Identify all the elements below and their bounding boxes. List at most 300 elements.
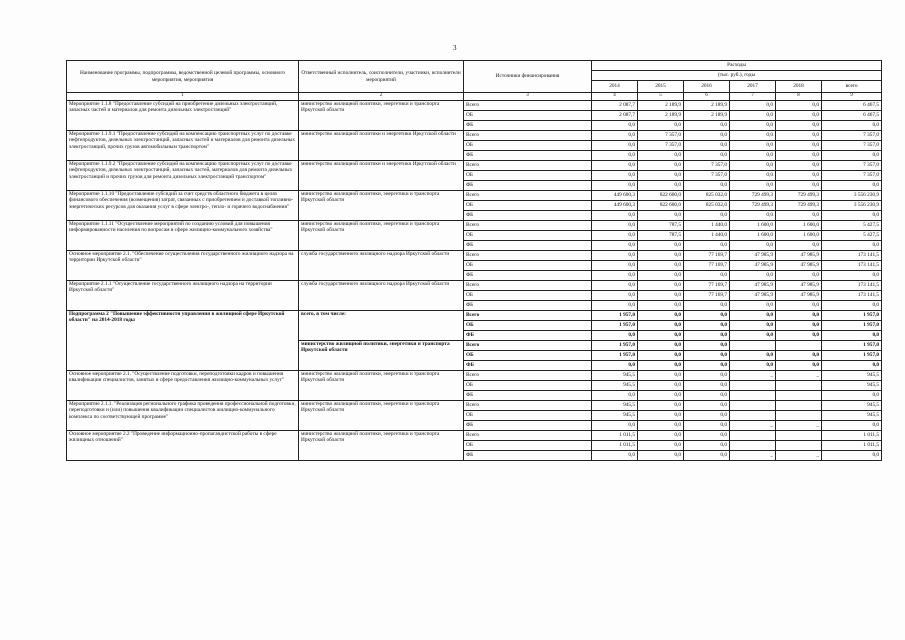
funding-source: ОБ bbox=[464, 291, 592, 301]
amount-cell: 0,0 bbox=[638, 331, 684, 341]
amount-cell: 1 600,0 bbox=[730, 221, 776, 231]
amount-cell: 0,0 bbox=[638, 441, 684, 451]
executor-cell: служба государственного жилищного надзора Иркутской области bbox=[299, 251, 464, 281]
amount-cell: 7 357,0 bbox=[822, 141, 882, 151]
amount-cell: 0,0 bbox=[776, 161, 822, 171]
amount-cell: 0,0 bbox=[592, 231, 638, 241]
amount-cell: 0,0 bbox=[730, 151, 776, 161]
amount-cell: 0,0 bbox=[638, 421, 684, 431]
amount-cell: 1 011,5 bbox=[822, 441, 882, 451]
amount-cell: 0,0 bbox=[776, 361, 822, 371]
amount-cell: 822 600,0 bbox=[638, 201, 684, 211]
executor-cell: министерство жилищной политики, энергетики и транспорта Иркутской области bbox=[299, 191, 464, 221]
header-year: 2017 bbox=[730, 81, 776, 93]
funding-source: ОБ bbox=[464, 141, 592, 151]
table-row bbox=[67, 221, 882, 231]
amount-cell: 0,0 bbox=[638, 371, 684, 381]
amount-cell: 0,0 bbox=[776, 301, 822, 311]
funding-source: ФБ bbox=[464, 271, 592, 281]
amount-cell bbox=[776, 431, 822, 441]
amount-cell: 2 189,9 bbox=[638, 101, 684, 111]
amount-cell: 0,0 bbox=[638, 251, 684, 261]
amount-cell: 6 467,5 bbox=[822, 111, 882, 121]
amount-cell: 0,0 bbox=[638, 271, 684, 281]
amount-cell: 0,0 bbox=[684, 381, 730, 391]
executor-cell: министерство жилищной политики, энергетики и транспорта Иркутской области bbox=[299, 401, 464, 431]
table-row bbox=[67, 161, 882, 171]
amount-cell: _ bbox=[730, 421, 776, 431]
amount-cell: 0,0 bbox=[776, 211, 822, 221]
amount-cell: 0,0 bbox=[592, 181, 638, 191]
table-row bbox=[67, 371, 882, 381]
header-expenses: Расходы bbox=[592, 61, 882, 71]
executor-cell: министерство жилищной политики, энергетики и транспорта Иркутской области bbox=[299, 341, 464, 371]
executor-cell: министерство жилищной политики и энергетики Иркутской области bbox=[299, 131, 464, 161]
amount-cell: 0,0 bbox=[684, 341, 730, 351]
program-item-name: Мероприятие 1.1.9.2 "Предоставление субсидий на компенсацию транспортных услуг по доставке нефтепродуктов, дизельных электростанций, запасных частей, материалов для ремонта дизельных электростанций и прочих грузов для ремонта дизельных электростанций транспортом" bbox=[67, 161, 299, 191]
amount-cell: 1 011,5 bbox=[822, 431, 882, 441]
funding-source: ОБ bbox=[464, 201, 592, 211]
amount-cell: 77 169,7 bbox=[684, 291, 730, 301]
amount-cell: 945,5 bbox=[592, 411, 638, 421]
header-name: Наименование программы, подпрограммы, ведомственной целевой программы, основного мероприятия, мероприятия bbox=[67, 61, 299, 93]
amount-cell: 1 600,0 bbox=[776, 221, 822, 231]
amount-cell: 0,0 bbox=[684, 211, 730, 221]
executor-cell: министерство жилищной политики, энергетики и транспорта Иркутской области bbox=[299, 431, 464, 461]
program-item-name: Основное мероприятие 2.1. "Осуществление подготовки, переподготовки кадров и повышения квалификации специалистов, занятых в сфере предоставления жилищно-коммунальных услуг" bbox=[67, 371, 299, 401]
amount-cell: 0,0 bbox=[684, 241, 730, 251]
funding-source: ОБ bbox=[464, 411, 592, 421]
amount-cell: 2 189,9 bbox=[638, 111, 684, 121]
amount-cell: 449 600,3 bbox=[592, 191, 638, 201]
amount-cell: 7 357,0 bbox=[684, 161, 730, 171]
amount-cell: 0,0 bbox=[592, 261, 638, 271]
header-units: (тыс. руб.), годы bbox=[592, 71, 882, 81]
amount-cell: 0,0 bbox=[592, 131, 638, 141]
amount-cell: 945,5 bbox=[592, 381, 638, 391]
amount-cell: 0,0 bbox=[638, 381, 684, 391]
funding-source: ОБ bbox=[464, 171, 592, 181]
amount-cell bbox=[730, 341, 776, 351]
amount-cell: 0,0 bbox=[592, 121, 638, 131]
amount-cell: 0,0 bbox=[638, 161, 684, 171]
amount-cell: 47 985,9 bbox=[730, 251, 776, 261]
amount-cell: 1 440,0 bbox=[684, 231, 730, 241]
funding-source: ФБ bbox=[464, 361, 592, 371]
amount-cell bbox=[730, 441, 776, 451]
amount-cell: 3 556 230,9 bbox=[822, 191, 882, 201]
column-number: 5 bbox=[638, 93, 684, 101]
amount-cell: 0,0 bbox=[638, 211, 684, 221]
amount-cell: 173 141,5 bbox=[822, 291, 882, 301]
amount-cell: 0,0 bbox=[592, 291, 638, 301]
funding-source: ФБ bbox=[464, 151, 592, 161]
program-item-name: Мероприятие 1.1.11 "Осуществление мероприятий по созданию условий для повышения информированности населения по вопросам в сфере жилищно-коммунального хозяйства" bbox=[67, 221, 299, 251]
program-item-name: Основное мероприятие 2.1. "Обеспечение осуществления государственного жилищного надзора на территории Иркутской области" bbox=[67, 251, 299, 281]
amount-cell: 0,0 bbox=[776, 311, 822, 321]
amount-cell: 0,0 bbox=[776, 351, 822, 361]
amount-cell: 0,0 bbox=[730, 131, 776, 141]
amount-cell bbox=[776, 401, 822, 411]
funding-source: ФБ bbox=[464, 301, 592, 311]
table-row bbox=[67, 311, 882, 321]
header-source: Источники финансирования bbox=[464, 61, 592, 93]
program-item-name: Мероприятие 2.1.1. "Реализация регионального графика проведения профессиональной подготовки, переподготовки и (или) повышения квалификации специалистов жилищно-коммунального комплекса по соответствующей программе" bbox=[67, 401, 299, 431]
funding-source: ОБ bbox=[464, 111, 592, 121]
amount-cell: _ bbox=[776, 451, 822, 461]
amount-cell: 0,0 bbox=[592, 241, 638, 251]
funding-source: Всего bbox=[464, 191, 592, 201]
program-item-name: Мероприятие 2.1.1 "Осуществление государственного жилищного надзора на территории Иркутской области" bbox=[67, 281, 299, 311]
column-number: 6 bbox=[684, 93, 730, 101]
amount-cell: 0,0 bbox=[730, 351, 776, 361]
header-year: 2018 bbox=[776, 81, 822, 93]
column-number: 4 bbox=[592, 93, 638, 101]
amount-cell: 0,0 bbox=[822, 331, 882, 341]
amount-cell: 0,0 bbox=[638, 321, 684, 331]
amount-cell: 0,0 bbox=[776, 181, 822, 191]
amount-cell: 0,0 bbox=[592, 391, 638, 401]
header-year: 2016 bbox=[684, 81, 730, 93]
page-number: 3 bbox=[453, 44, 457, 52]
table-row bbox=[67, 191, 882, 201]
amount-cell: _ bbox=[730, 371, 776, 381]
amount-cell: 0,0 bbox=[638, 451, 684, 461]
amount-cell: 0,0 bbox=[638, 171, 684, 181]
amount-cell: 1 957,0 bbox=[592, 311, 638, 321]
amount-cell: _ bbox=[776, 421, 822, 431]
amount-cell: 0,0 bbox=[684, 431, 730, 441]
program-item-name: Мероприятие 1.1.9.1 "Предоставление субсидий на компенсацию транспортных услуг по доставке нефтепродуктов, дизельных электростанций, запасных частей и материалов для ремонта дизельных электростанций, прочих грузов автомобильным транспортом" bbox=[67, 131, 299, 161]
amount-cell: 0,0 bbox=[592, 251, 638, 261]
funding-source: ОБ bbox=[464, 381, 592, 391]
amount-cell: 0,0 bbox=[730, 181, 776, 191]
amount-cell: 0,0 bbox=[684, 301, 730, 311]
amount-cell: 945,5 bbox=[592, 401, 638, 411]
amount-cell: 47 985,9 bbox=[776, 291, 822, 301]
amount-cell: 729 499,3 bbox=[730, 191, 776, 201]
amount-cell: 0,0 bbox=[684, 351, 730, 361]
amount-cell: 0,0 bbox=[684, 151, 730, 161]
amount-cell: 0,0 bbox=[638, 151, 684, 161]
amount-cell: 945,5 bbox=[822, 401, 882, 411]
amount-cell: 0,0 bbox=[638, 281, 684, 291]
program-item-name: Основное мероприятие 2.2 "Проведение информационно-пропагандистской работы в сфере жилищных отношений" bbox=[67, 431, 299, 461]
amount-cell bbox=[776, 441, 822, 451]
amount-cell: 729 499,3 bbox=[730, 201, 776, 211]
amount-cell: 0,0 bbox=[638, 291, 684, 301]
amount-cell: 0,0 bbox=[684, 361, 730, 371]
amount-cell: 0,0 bbox=[684, 121, 730, 131]
amount-cell: 0,0 bbox=[684, 321, 730, 331]
amount-cell: 0,0 bbox=[638, 401, 684, 411]
funding-source: ОБ bbox=[464, 441, 592, 451]
header-executor: Ответственный исполнитель, соисполнители, участники, исполнители мероприятий bbox=[299, 61, 464, 93]
amount-cell: 0,0 bbox=[684, 391, 730, 401]
amount-cell: 47 985,9 bbox=[730, 261, 776, 271]
amount-cell: 0,0 bbox=[684, 311, 730, 321]
amount-cell: 0,0 bbox=[730, 321, 776, 331]
amount-cell: 0,0 bbox=[822, 361, 882, 371]
amount-cell: 0,0 bbox=[638, 351, 684, 361]
funding-source: Всего bbox=[464, 161, 592, 171]
executor-cell: министерство жилищной политики и энергетики Иркутской области bbox=[299, 161, 464, 191]
amount-cell: 787,5 bbox=[638, 231, 684, 241]
amount-cell: 787,5 bbox=[638, 221, 684, 231]
amount-cell: 0,0 bbox=[684, 441, 730, 451]
amount-cell: 0,0 bbox=[684, 401, 730, 411]
funding-source: Всего bbox=[464, 431, 592, 441]
amount-cell: 0,0 bbox=[776, 131, 822, 141]
amount-cell bbox=[730, 391, 776, 401]
amount-cell: 0,0 bbox=[592, 211, 638, 221]
funding-source: Всего bbox=[464, 371, 592, 381]
amount-cell: 0,0 bbox=[638, 301, 684, 311]
amount-cell: 0,0 bbox=[730, 141, 776, 151]
funding-source: ФБ bbox=[464, 421, 592, 431]
column-number: 7 bbox=[730, 93, 776, 101]
amount-cell: 1 957,0 bbox=[592, 341, 638, 351]
amount-cell: 0,0 bbox=[592, 141, 638, 151]
amount-cell: 7 357,0 bbox=[638, 141, 684, 151]
amount-cell: 0,0 bbox=[822, 391, 882, 401]
amount-cell: 3 556 230,9 bbox=[822, 201, 882, 211]
amount-cell: 77 169,7 bbox=[684, 261, 730, 271]
amount-cell: 2 087,7 bbox=[592, 111, 638, 121]
funding-source: Всего bbox=[464, 341, 592, 351]
column-number: 8 bbox=[776, 93, 822, 101]
executor-cell: министерство жилищной политики, энергетики и транспорта Иркутской области bbox=[299, 101, 464, 131]
amount-cell: 6 467,5 bbox=[822, 101, 882, 111]
amount-cell: 77 169,7 bbox=[684, 281, 730, 291]
amount-cell: 0,0 bbox=[730, 211, 776, 221]
funding-source: ФБ bbox=[464, 451, 592, 461]
amount-cell: 0,0 bbox=[684, 371, 730, 381]
amount-cell: 173 141,5 bbox=[822, 261, 882, 271]
amount-cell: 0,0 bbox=[684, 141, 730, 151]
amount-cell: 7 357,0 bbox=[638, 131, 684, 141]
funding-source: ФБ bbox=[464, 211, 592, 221]
amount-cell: 1 957,0 bbox=[822, 351, 882, 361]
funding-source: ОБ bbox=[464, 261, 592, 271]
table-row bbox=[67, 431, 882, 441]
executor-cell: министерство жилищной политики, энергетики и транспорта Иркутской области bbox=[299, 221, 464, 251]
amount-cell: 0,0 bbox=[638, 341, 684, 351]
amount-cell: 0,0 bbox=[638, 181, 684, 191]
amount-cell: 47 985,9 bbox=[730, 291, 776, 301]
amount-cell: 1 957,0 bbox=[822, 341, 882, 351]
amount-cell: 2 087,7 bbox=[592, 101, 638, 111]
amount-cell: 0,0 bbox=[730, 161, 776, 171]
amount-cell: 7 357,0 bbox=[822, 131, 882, 141]
amount-cell: 0,0 bbox=[730, 111, 776, 121]
amount-cell: 945,5 bbox=[822, 411, 882, 421]
amount-cell: 7 357,0 bbox=[684, 171, 730, 181]
program-item-name: Мероприятие 1.1.8 "Предоставление субсидий на приобретение дизельных электростанций, запасных частей и материалов для ремонта дизельных электростанций" bbox=[67, 101, 299, 131]
amount-cell: 77 169,7 bbox=[684, 251, 730, 261]
funding-source: Всего bbox=[464, 101, 592, 111]
amount-cell: 173 141,5 bbox=[822, 281, 882, 291]
table-row bbox=[67, 401, 882, 411]
amount-cell: 945,5 bbox=[592, 371, 638, 381]
amount-cell: 2 189,9 bbox=[684, 101, 730, 111]
amount-cell: 0,0 bbox=[776, 321, 822, 331]
funding-source: ОБ bbox=[464, 351, 592, 361]
amount-cell: 0,0 bbox=[730, 331, 776, 341]
amount-cell: 0,0 bbox=[776, 111, 822, 121]
amount-cell: 0,0 bbox=[592, 451, 638, 461]
amount-cell: 0,0 bbox=[822, 241, 882, 251]
amount-cell: 1 600,0 bbox=[730, 231, 776, 241]
amount-cell: 0,0 bbox=[592, 361, 638, 371]
funding-source: Всего bbox=[464, 401, 592, 411]
budget-table bbox=[66, 60, 882, 461]
amount-cell: 47 985,9 bbox=[776, 261, 822, 271]
amount-cell: 1 011,5 bbox=[592, 431, 638, 441]
column-number: 2 bbox=[299, 93, 464, 101]
amount-cell bbox=[730, 401, 776, 411]
amount-cell: 0,0 bbox=[730, 271, 776, 281]
amount-cell: 0,0 bbox=[730, 101, 776, 111]
amount-cell: 729 499,3 bbox=[776, 201, 822, 211]
header-total: всего bbox=[822, 81, 882, 93]
table-row bbox=[67, 101, 882, 111]
funding-source: Всего bbox=[464, 311, 592, 321]
amount-cell: 0,0 bbox=[592, 331, 638, 341]
column-number-row bbox=[67, 93, 882, 101]
amount-cell: 0,0 bbox=[638, 261, 684, 271]
amount-cell: 825 032,0 bbox=[684, 201, 730, 211]
amount-cell: 0,0 bbox=[776, 271, 822, 281]
amount-cell: 0,0 bbox=[638, 411, 684, 421]
amount-cell: 945,5 bbox=[822, 381, 882, 391]
amount-cell: 0,0 bbox=[776, 151, 822, 161]
amount-cell: 0,0 bbox=[592, 161, 638, 171]
amount-cell: 0,0 bbox=[592, 271, 638, 281]
amount-cell: 0,0 bbox=[822, 301, 882, 311]
header-year: 2015 bbox=[638, 81, 684, 93]
amount-cell: 729 499,3 bbox=[776, 191, 822, 201]
amount-cell: 1 957,0 bbox=[592, 351, 638, 361]
funding-source: ФБ bbox=[464, 331, 592, 341]
amount-cell: 1 011,5 bbox=[592, 441, 638, 451]
amount-cell: 0,0 bbox=[776, 141, 822, 151]
amount-cell: 0,0 bbox=[822, 181, 882, 191]
funding-source: ФБ bbox=[464, 121, 592, 131]
amount-cell: 1 957,0 bbox=[592, 321, 638, 331]
amount-cell: 0,0 bbox=[776, 171, 822, 181]
amount-cell: 0,0 bbox=[592, 281, 638, 291]
amount-cell: 0,0 bbox=[776, 331, 822, 341]
amount-cell: 0,0 bbox=[684, 411, 730, 421]
amount-cell bbox=[776, 341, 822, 351]
table-body bbox=[67, 101, 882, 461]
executor-cell: служба государственного жилищного надзора Иркутской области bbox=[299, 281, 464, 311]
amount-cell: 7 357,0 bbox=[822, 161, 882, 171]
amount-cell bbox=[776, 391, 822, 401]
amount-cell: 47 985,9 bbox=[776, 281, 822, 291]
amount-cell: 1 957,0 bbox=[822, 311, 882, 321]
amount-cell: 173 141,5 bbox=[822, 251, 882, 261]
amount-cell: 0,0 bbox=[730, 241, 776, 251]
amount-cell: 0,0 bbox=[822, 121, 882, 131]
amount-cell: 5 427,5 bbox=[822, 231, 882, 241]
column-number: 1 bbox=[67, 93, 299, 101]
amount-cell: 1 957,0 bbox=[822, 321, 882, 331]
amount-cell: 0,0 bbox=[638, 121, 684, 131]
amount-cell: 47 985,9 bbox=[730, 281, 776, 291]
amount-cell bbox=[776, 381, 822, 391]
amount-cell: 0,0 bbox=[776, 241, 822, 251]
amount-cell bbox=[776, 411, 822, 421]
amount-cell: 1 440,0 bbox=[684, 221, 730, 231]
amount-cell: 0,0 bbox=[730, 121, 776, 131]
amount-cell: 0,0 bbox=[822, 271, 882, 281]
funding-source: ФБ bbox=[464, 391, 592, 401]
amount-cell: 0,0 bbox=[822, 151, 882, 161]
amount-cell: 0,0 bbox=[776, 101, 822, 111]
funding-source: ОБ bbox=[464, 321, 592, 331]
amount-cell: 0,0 bbox=[822, 451, 882, 461]
amount-cell: 0,0 bbox=[730, 361, 776, 371]
amount-cell: 7 357,0 bbox=[822, 171, 882, 181]
amount-cell: 0,0 bbox=[684, 271, 730, 281]
amount-cell: _ bbox=[776, 371, 822, 381]
funding-source: ФБ bbox=[464, 181, 592, 191]
funding-source: Всего bbox=[464, 251, 592, 261]
amount-cell: 0,0 bbox=[776, 121, 822, 131]
subprogram-name: Подпрограмма 2 "Повышение эффективности управления в жилищной сфере Иркутской области" на 2014-2018 годы bbox=[67, 311, 299, 371]
amount-cell: 825 032,0 bbox=[684, 191, 730, 201]
amount-cell: 0,0 bbox=[638, 361, 684, 371]
amount-cell: 0,0 bbox=[730, 311, 776, 321]
amount-cell: 0,0 bbox=[638, 431, 684, 441]
funding-source: ФБ bbox=[464, 241, 592, 251]
amount-cell: _ bbox=[730, 451, 776, 461]
header-year: 2014 bbox=[592, 81, 638, 93]
amount-cell: 2 189,9 bbox=[684, 111, 730, 121]
amount-cell: 822 600,0 bbox=[638, 191, 684, 201]
amount-cell bbox=[730, 381, 776, 391]
funding-source: Всего bbox=[464, 131, 592, 141]
executor-cell: всего, в том числе: bbox=[299, 311, 464, 341]
amount-cell: 0,0 bbox=[730, 171, 776, 181]
table-row bbox=[67, 281, 882, 291]
amount-cell: 0,0 bbox=[684, 181, 730, 191]
table-row bbox=[67, 251, 882, 261]
program-item-name: Мероприятие 1.1.10 "Предоставление субсидий за счет средств областного бюджета в целях финансового обеспечения (возмещения) затрат, связанных с приобретением и доставкой топливно-энергетических ресурсов для оказания услуг в сфере электро-, тепло- и горячего водоснабжения" bbox=[67, 191, 299, 221]
amount-cell: 1 600,0 bbox=[776, 231, 822, 241]
funding-source: Всего bbox=[464, 221, 592, 231]
amount-cell: 449 600,3 bbox=[592, 201, 638, 211]
amount-cell: 0,0 bbox=[684, 451, 730, 461]
amount-cell: 0,0 bbox=[684, 331, 730, 341]
funding-source: ОБ bbox=[464, 231, 592, 241]
amount-cell: 0,0 bbox=[684, 421, 730, 431]
amount-cell: 0,0 bbox=[592, 301, 638, 311]
amount-cell: 0,0 bbox=[592, 151, 638, 161]
column-number: 3 bbox=[464, 93, 592, 101]
amount-cell: 0,0 bbox=[638, 391, 684, 401]
amount-cell: 0,0 bbox=[822, 211, 882, 221]
table-row bbox=[67, 131, 882, 141]
amount-cell: 0,0 bbox=[684, 131, 730, 141]
amount-cell: 0,0 bbox=[730, 301, 776, 311]
amount-cell: 0,0 bbox=[592, 421, 638, 431]
amount-cell: 0,0 bbox=[638, 241, 684, 251]
amount-cell bbox=[730, 411, 776, 421]
amount-cell bbox=[730, 431, 776, 441]
